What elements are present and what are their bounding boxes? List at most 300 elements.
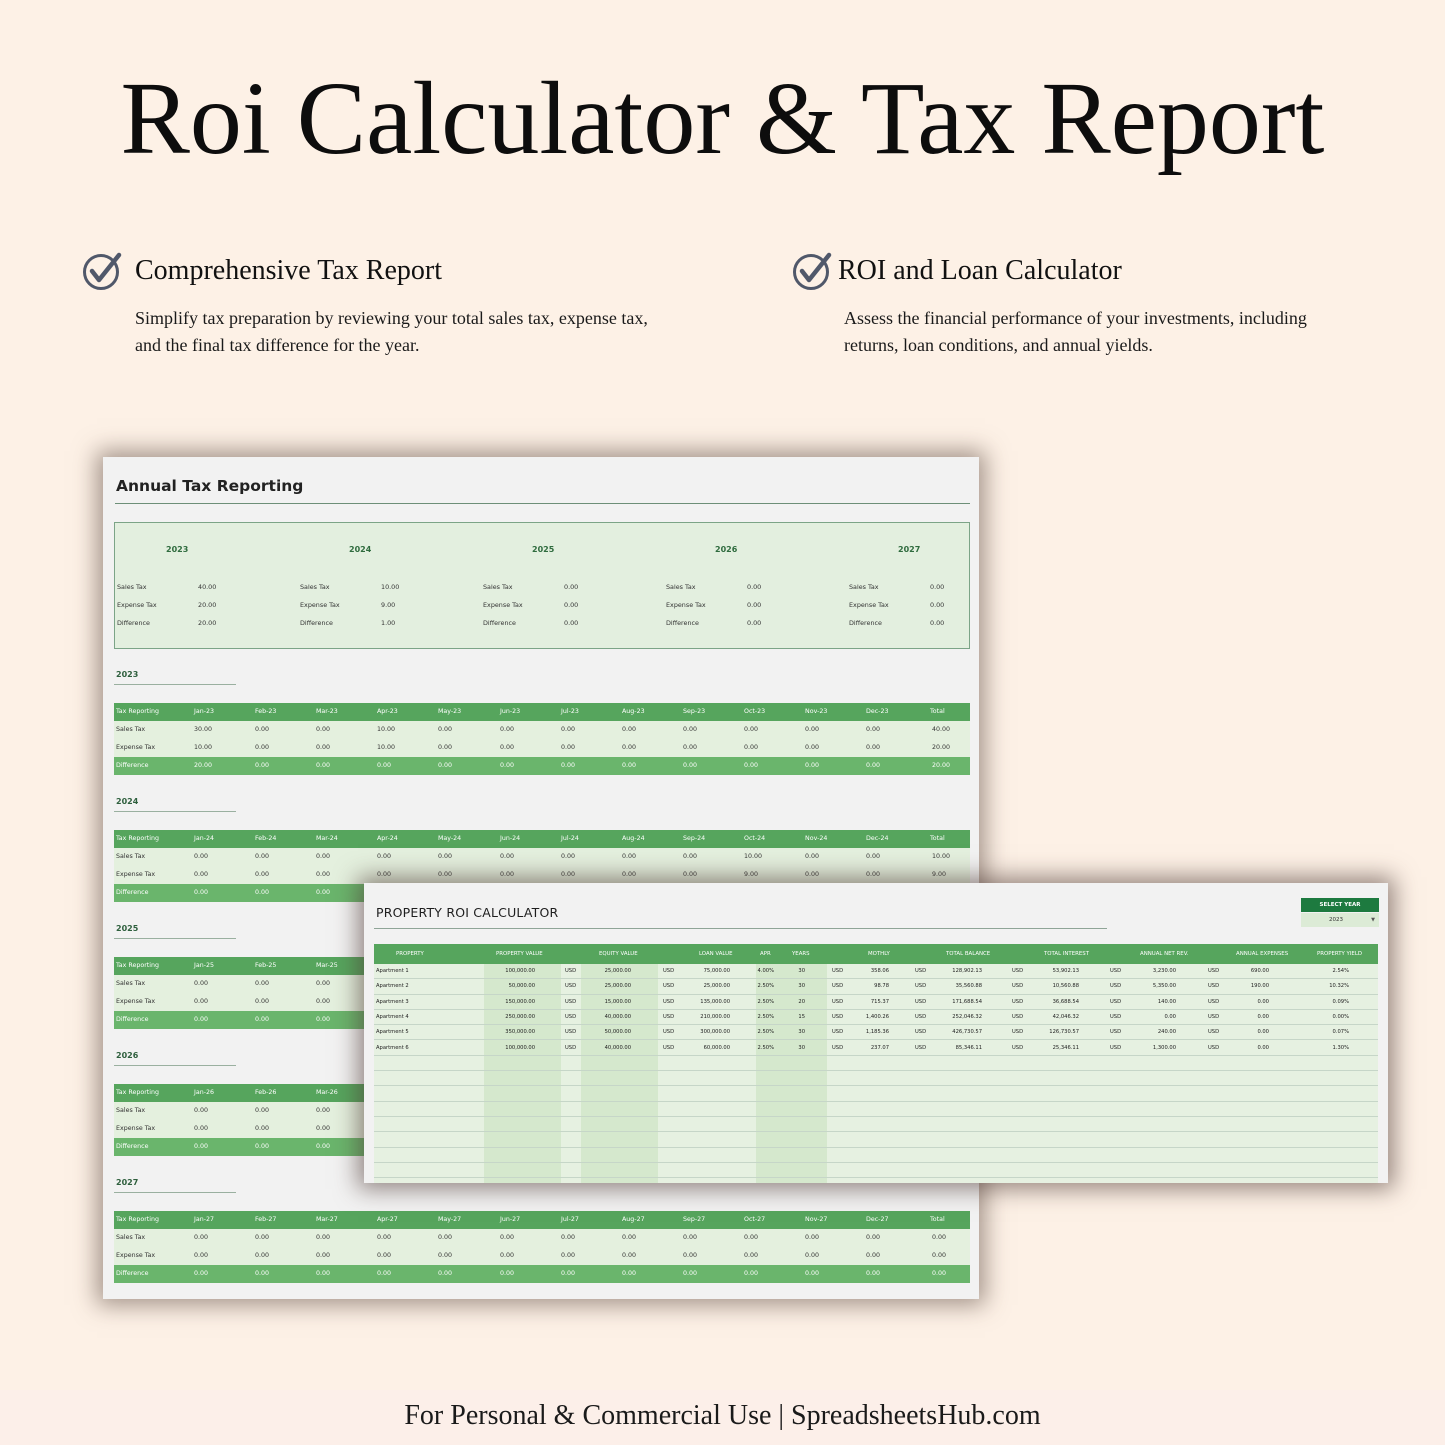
roi-cell-loan: 75,000.00 xyxy=(703,968,730,974)
roi-cell-monthly: 237.07 xyxy=(870,1044,889,1051)
table-row xyxy=(114,721,970,739)
roi-cell-balance-cur: USD xyxy=(915,1029,927,1036)
header-cell: Dec-27 xyxy=(866,1216,889,1223)
select-year-label: SELECT YEAR xyxy=(1301,898,1379,912)
roi-header-cell: MOTHLY xyxy=(868,951,890,957)
table-cell: 10.00 xyxy=(744,853,763,860)
roi-cell-exp: 0.00 xyxy=(1257,998,1269,1005)
header-cell: Mar-24 xyxy=(316,835,338,842)
title-divider xyxy=(115,503,970,504)
roi-cell-property: Apartment 5 xyxy=(376,1029,409,1036)
page-title: Roi Calculator & Tax Report xyxy=(120,61,1325,176)
table-cell: 0.00 xyxy=(805,1270,820,1277)
roi-cell-exp: 0.00 xyxy=(1257,1029,1269,1036)
roi-cell-value: 100,000.00 xyxy=(505,968,535,974)
header-cell: Tax Reporting xyxy=(116,962,160,969)
table-row xyxy=(114,866,970,884)
roi-header-cell: LOAN VALUE xyxy=(699,951,733,957)
year-label: 2027 xyxy=(116,1178,139,1187)
header-cell: May-23 xyxy=(438,708,462,715)
table-cell: 0.00 xyxy=(805,1252,820,1259)
roi-cell-exp-cur: USD xyxy=(1208,1044,1220,1051)
roi-cell-rev-cur: USD xyxy=(1110,1029,1122,1036)
table-cell: 0.00 xyxy=(683,1252,698,1259)
year-underline xyxy=(114,1065,236,1066)
roi-header-cell: TOTAL BALANCE xyxy=(946,951,991,957)
roi-header-cell: TOTAL INTEREST xyxy=(1044,951,1090,957)
table-cell: 0.00 xyxy=(316,998,331,1005)
summary-row-label: Sales Tax xyxy=(483,583,513,591)
roi-cell-monthly-cur: USD xyxy=(832,983,844,990)
roi-cell-rev-cur: USD xyxy=(1110,998,1122,1005)
roi-cell-equity: 25,000.00 xyxy=(604,968,631,974)
table-row xyxy=(114,1247,970,1265)
roi-cell-apr: 2.50% xyxy=(757,998,774,1005)
roi-header-cell: PROPERTY YIELD xyxy=(1317,951,1362,957)
year-underline xyxy=(114,938,236,939)
header-cell: Oct-27 xyxy=(744,1216,766,1223)
roi-cell-exp-cur: USD xyxy=(1208,1029,1220,1036)
table-cell: 9.00 xyxy=(932,871,947,878)
table-cell: 20.00 xyxy=(932,762,951,769)
roi-cell-monthly-cur: USD xyxy=(832,1029,844,1036)
table-cell: 0.00 xyxy=(194,1234,209,1241)
table-cell: 0.00 xyxy=(377,1234,392,1241)
roi-cell-value-cur: USD xyxy=(565,1044,577,1051)
summary-row-value: 40.00 xyxy=(198,583,217,591)
table-cell: 0.00 xyxy=(316,1016,331,1023)
roi-cell-monthly: 715.37 xyxy=(870,998,889,1005)
table-cell: 0.00 xyxy=(500,853,515,860)
summary-year-2027 xyxy=(847,523,979,648)
header-cell: Tax Reporting xyxy=(116,1216,160,1223)
year-label: 2024 xyxy=(116,797,139,806)
table-cell: 0.00 xyxy=(438,726,453,733)
footer-text: For Personal & Commercial Use | SpreadsheetsHub.com xyxy=(404,1400,1041,1431)
feature-title: Comprehensive Tax Report xyxy=(135,255,443,286)
header-cell: Jun-27 xyxy=(500,1216,521,1223)
summary-row-label: Expense Tax xyxy=(849,601,889,609)
header-cell: May-27 xyxy=(438,1216,462,1223)
year-underline xyxy=(114,1192,236,1193)
roi-cell-exp-cur: USD xyxy=(1208,968,1220,974)
header-cell: Aug-23 xyxy=(622,708,645,715)
roi-cell-interest: 126,730.57 xyxy=(1049,1029,1079,1036)
table-cell: 0.00 xyxy=(805,762,820,769)
summary-row-value: 20.00 xyxy=(198,601,217,609)
header-cell: Jan-24 xyxy=(194,835,214,842)
header-cell: Aug-27 xyxy=(622,1216,645,1223)
roi-cell-equity-cur: USD xyxy=(663,1029,675,1036)
table-row xyxy=(374,1117,1378,1132)
header-cell: Apr-23 xyxy=(377,708,398,715)
row-label: Expense Tax xyxy=(116,744,156,751)
roi-cell-value-cur: USD xyxy=(565,998,577,1005)
table-cell: 0.00 xyxy=(377,762,392,769)
header-cell: Nov-23 xyxy=(805,708,828,715)
roi-cell-monthly-cur: USD xyxy=(832,1044,844,1051)
roi-cell-exp: 0.00 xyxy=(1257,1013,1269,1020)
table-cell: 40.00 xyxy=(932,726,951,733)
row-label: Sales Tax xyxy=(116,726,146,733)
roi-cell-interest-cur: USD xyxy=(1012,1013,1024,1020)
header-cell: May-24 xyxy=(438,835,462,842)
table-cell: 0.00 xyxy=(866,1270,881,1277)
table-cell: 0.00 xyxy=(561,853,576,860)
table-cell: 0.00 xyxy=(377,853,392,860)
table-cell: 0.00 xyxy=(561,1234,576,1241)
table-cell: 0.00 xyxy=(866,744,881,751)
summary-row-label: Expense Tax xyxy=(483,601,523,609)
summary-row-label: Expense Tax xyxy=(117,601,157,609)
roi-cell-loan: 25,000.00 xyxy=(703,983,730,990)
table-cell: 0.00 xyxy=(805,1234,820,1241)
table-cell: 0.00 xyxy=(805,744,820,751)
header-cell: Total xyxy=(930,708,945,715)
header-cell: Jan-26 xyxy=(194,1089,214,1096)
table-cell: 20.00 xyxy=(932,744,951,751)
table-cell: 0.00 xyxy=(194,1107,209,1114)
summary-year-2025 xyxy=(481,523,651,648)
feature-description: Assess the financial performance of your investments, including returns, loan conditions, and annual yields. xyxy=(844,308,1307,355)
table-cell: 0.00 xyxy=(561,762,576,769)
table-cell: 0.00 xyxy=(316,1125,331,1132)
table-cell: 0.00 xyxy=(622,762,637,769)
table-cell: 0.00 xyxy=(194,889,209,896)
row-label: Difference xyxy=(116,762,149,769)
summary-row-label: Difference xyxy=(117,619,150,627)
table-cell: 0.00 xyxy=(744,1234,759,1241)
roi-cell-balance: 252,046.32 xyxy=(952,1013,982,1020)
summary-row-value: 0.00 xyxy=(930,619,945,627)
table-cell: 0.00 xyxy=(683,726,698,733)
table-row xyxy=(374,1071,1378,1086)
summary-year-label: 2027 xyxy=(898,545,921,554)
table-row xyxy=(374,1025,1378,1040)
summary-row-label: Difference xyxy=(849,619,882,627)
table-cell: 0.00 xyxy=(255,762,270,769)
summary-year-2026 xyxy=(664,523,834,648)
table-cell: 0.00 xyxy=(255,1107,270,1114)
header-cell: Jun-23 xyxy=(500,708,521,715)
table-cell: 0.00 xyxy=(438,871,453,878)
roi-cell-value-cur: USD xyxy=(565,968,577,974)
table-cell: 0.00 xyxy=(194,853,209,860)
roi-cell-equity: 40,000.00 xyxy=(604,1013,631,1020)
header-cell: Feb-23 xyxy=(255,708,277,715)
table-cell: 0.00 xyxy=(866,1234,881,1241)
roi-cell-balance-cur: USD xyxy=(915,983,927,990)
table-cell: 0.00 xyxy=(744,744,759,751)
roi-cell-years: 15 xyxy=(798,1013,805,1020)
roi-cell-exp: 190.00 xyxy=(1250,983,1269,990)
roi-cell-value-cur: USD xyxy=(565,1029,577,1036)
table-cell: 20.00 xyxy=(194,762,213,769)
table-cell: 0.00 xyxy=(316,762,331,769)
row-label: Difference xyxy=(116,1143,149,1150)
table-cell: 0.00 xyxy=(932,1234,947,1241)
table-cell: 0.00 xyxy=(316,853,331,860)
year-label: 2023 xyxy=(116,670,139,679)
roi-cell-interest-cur: USD xyxy=(1012,1029,1024,1036)
summary-row-value: 0.00 xyxy=(930,583,945,591)
select-year-value[interactable] xyxy=(1301,913,1379,927)
table-cell: 0.00 xyxy=(438,1252,453,1259)
roi-cell-equity: 15,000.00 xyxy=(604,998,631,1005)
table-cell: 0.00 xyxy=(622,1270,637,1277)
header-cell: Jul-24 xyxy=(561,835,579,842)
roi-cell-rev-cur: USD xyxy=(1110,968,1122,974)
table-cell: 9.00 xyxy=(744,871,759,878)
table-cell: 0.00 xyxy=(438,762,453,769)
tax-table-2027 xyxy=(114,1211,970,1283)
select-year-text: 2023 xyxy=(1329,917,1343,923)
table-cell: 0.00 xyxy=(561,1270,576,1277)
row-label: Sales Tax xyxy=(116,980,146,987)
table-cell: 0.00 xyxy=(438,744,453,751)
table-cell: 0.00 xyxy=(255,853,270,860)
roi-cell-balance: 85,346.11 xyxy=(955,1044,982,1051)
table-cell: 0.00 xyxy=(683,853,698,860)
roi-cell-apr: 2.50% xyxy=(757,1029,774,1036)
roi-cell-loan: 300,000.00 xyxy=(700,1029,730,1036)
summary-row-value: 9.00 xyxy=(381,601,396,609)
table-cell: 0.00 xyxy=(622,1252,637,1259)
table-row xyxy=(374,979,1378,994)
roi-cell-exp: 0.00 xyxy=(1257,1044,1269,1051)
roi-cell-interest-cur: USD xyxy=(1012,998,1024,1005)
header-cell: Total xyxy=(930,1216,945,1223)
roi-cell-balance-cur: USD xyxy=(915,998,927,1005)
header-cell: Mar-25 xyxy=(316,962,338,969)
table-cell: 0.00 xyxy=(194,1016,209,1023)
roi-table-body xyxy=(374,964,1378,1183)
table-cell: 0.00 xyxy=(561,1252,576,1259)
roi-cell-interest-cur: USD xyxy=(1012,1044,1024,1051)
table-cell: 10.00 xyxy=(377,744,396,751)
row-label: Expense Tax xyxy=(116,998,156,1005)
header-cell: Jan-27 xyxy=(194,1216,214,1223)
check-circle-icon xyxy=(82,250,124,292)
roi-cell-interest: 25,346.11 xyxy=(1052,1044,1079,1051)
select-year-dropdown[interactable] xyxy=(1301,898,1379,928)
roi-cell-rev: 0.00 xyxy=(1164,1013,1176,1020)
roi-cell-equity-cur: USD xyxy=(663,1044,675,1051)
roi-cell-property: Apartment 2 xyxy=(376,983,409,990)
roi-cell-equity-cur: USD xyxy=(663,968,675,974)
roi-cell-interest: 10,560.88 xyxy=(1052,983,1079,990)
header-cell: Feb-24 xyxy=(255,835,277,842)
summary-row-value: 1.00 xyxy=(381,619,396,627)
table-cell: 0.00 xyxy=(622,744,637,751)
table-row xyxy=(374,1102,1378,1117)
roi-cell-exp: 690.00 xyxy=(1250,968,1269,974)
roi-cell-monthly: 98.78 xyxy=(874,983,889,990)
table-cell: 0.00 xyxy=(255,1234,270,1241)
roi-cell-equity: 25,000.00 xyxy=(604,983,631,990)
year-label: 2025 xyxy=(116,924,139,933)
table-row xyxy=(374,1041,1378,1056)
roi-header-cell: ANNUAL EXPENSES xyxy=(1236,951,1289,957)
roi-cell-exp-cur: USD xyxy=(1208,983,1220,990)
table-cell: 0.00 xyxy=(744,1252,759,1259)
tax-table-2023 xyxy=(114,703,970,775)
footer xyxy=(0,1390,1445,1445)
summary-row-value: 0.00 xyxy=(564,583,579,591)
roi-cell-loan: 135,000.00 xyxy=(700,998,730,1005)
roi-cell-rev-cur: USD xyxy=(1110,1044,1122,1051)
table-cell: 0.00 xyxy=(866,726,881,733)
roi-cell-monthly: 1,185.36 xyxy=(865,1029,889,1036)
header-cell: Mar-26 xyxy=(316,1089,338,1096)
table-cell: 0.00 xyxy=(500,744,515,751)
roi-cell-apr: 2.50% xyxy=(757,1013,774,1020)
roi-cell-balance-cur: USD xyxy=(915,1013,927,1020)
roi-header-cell: PROPERTY VALUE xyxy=(496,951,543,957)
summary-row-label: Expense Tax xyxy=(666,601,706,609)
year-underline xyxy=(114,684,236,685)
summary-row-label: Sales Tax xyxy=(117,583,147,591)
table-cell: 0.00 xyxy=(744,726,759,733)
roi-cell-balance-cur: USD xyxy=(915,968,927,974)
roi-cell-apr: 2.50% xyxy=(757,1044,774,1051)
roi-cell-exp-cur: USD xyxy=(1208,1013,1220,1020)
summary-row-label: Difference xyxy=(483,619,516,627)
header-cell: Dec-23 xyxy=(866,708,889,715)
table-cell: 0.00 xyxy=(622,853,637,860)
table-cell: 0.00 xyxy=(438,1270,453,1277)
table-cell: 0.00 xyxy=(194,1270,209,1277)
roi-cell-years: 30 xyxy=(798,968,805,974)
table-cell: 0.00 xyxy=(194,1252,209,1259)
roi-cell-yield: 10.32% xyxy=(1329,983,1349,990)
roi-cell-property: Apartment 1 xyxy=(376,968,409,974)
table-row xyxy=(374,1056,1378,1071)
table-cell: 0.00 xyxy=(255,1270,270,1277)
roi-cell-monthly: 358.06 xyxy=(870,968,889,974)
table-cell: 0.00 xyxy=(194,871,209,878)
roi-cell-equity: 50,000.00 xyxy=(604,1029,631,1036)
table-cell: 0.00 xyxy=(932,1270,947,1277)
header-cell: Tax Reporting xyxy=(116,708,160,715)
roi-cell-apr: 4.00% xyxy=(757,968,774,974)
table-row xyxy=(374,1132,1378,1147)
table-cell: 0.00 xyxy=(683,871,698,878)
header-cell: Sep-27 xyxy=(683,1216,706,1223)
roi-cell-exp-cur: USD xyxy=(1208,998,1220,1005)
table-cell: 0.00 xyxy=(866,853,881,860)
roi-cell-property: Apartment 4 xyxy=(376,1013,409,1020)
table-cell: 0.00 xyxy=(316,1143,331,1150)
table-row xyxy=(374,1148,1378,1163)
table-cell: 0.00 xyxy=(866,762,881,769)
roi-cell-equity-cur: USD xyxy=(663,983,675,990)
table-cell: 0.00 xyxy=(683,1270,698,1277)
roi-cell-monthly: 1,400.26 xyxy=(865,1013,889,1020)
roi-cell-yield: 1.30% xyxy=(1332,1044,1349,1051)
table-cell: 0.00 xyxy=(316,1252,331,1259)
table-cell: 0.00 xyxy=(622,1234,637,1241)
summary-row-value: 0.00 xyxy=(747,619,762,627)
table-cell: 0.00 xyxy=(683,1234,698,1241)
roi-cell-rev-cur: USD xyxy=(1110,1013,1122,1020)
table-row xyxy=(374,1010,1378,1025)
roi-cell-property: Apartment 6 xyxy=(376,1044,409,1051)
roi-cell-yield: 0.07% xyxy=(1332,1029,1349,1036)
roi-cell-value-cur: USD xyxy=(565,1013,577,1020)
summary-row-value: 0.00 xyxy=(747,583,762,591)
row-label: Difference xyxy=(116,889,149,896)
chevron-down-icon[interactable]: ▼ xyxy=(1371,917,1375,923)
header-cell: Oct-24 xyxy=(744,835,766,842)
table-cell: 0.00 xyxy=(500,1234,515,1241)
year-label: 2026 xyxy=(116,1051,139,1060)
header-cell: Feb-27 xyxy=(255,1216,277,1223)
table-cell: 0.00 xyxy=(866,871,881,878)
header-cell: Jul-23 xyxy=(561,708,579,715)
table-cell: 0.00 xyxy=(255,1016,270,1023)
header-cell: Mar-27 xyxy=(316,1216,338,1223)
row-label: Expense Tax xyxy=(116,1252,156,1259)
table-cell: 0.00 xyxy=(316,744,331,751)
roi-header-cell: YEARS xyxy=(792,951,810,957)
header-cell: Tax Reporting xyxy=(116,835,160,842)
table-cell: 0.00 xyxy=(316,1107,331,1114)
row-label: Difference xyxy=(116,1016,149,1023)
roi-cell-rev-cur: USD xyxy=(1110,983,1122,990)
header-cell: Dec-24 xyxy=(866,835,889,842)
roi-cell-balance: 171,688.54 xyxy=(952,998,982,1005)
summary-year-label: 2023 xyxy=(166,545,189,554)
summary-year-label: 2026 xyxy=(715,545,738,554)
table-cell: 0.00 xyxy=(622,726,637,733)
row-label: Expense Tax xyxy=(116,871,156,878)
table-cell: 10.00 xyxy=(932,853,951,860)
roi-cell-rev: 1,300.00 xyxy=(1152,1044,1176,1051)
header-cell: Jan-25 xyxy=(194,962,214,969)
header-cell: Aug-24 xyxy=(622,835,645,842)
summary-row-label: Sales Tax xyxy=(666,583,696,591)
table-cell: 0.00 xyxy=(194,998,209,1005)
roi-cell-value: 50,000.00 xyxy=(508,983,535,990)
roi-cell-loan: 210,000.00 xyxy=(700,1013,730,1020)
roi-cell-value: 250,000.00 xyxy=(505,1013,535,1020)
table-cell: 0.00 xyxy=(194,980,209,987)
roi-cell-apr: 2.50% xyxy=(757,983,774,990)
check-circle-icon xyxy=(792,250,834,292)
table-cell: 0.00 xyxy=(377,871,392,878)
summary-row-label: Sales Tax xyxy=(300,583,330,591)
table-cell: 0.00 xyxy=(683,762,698,769)
roi-cell-rev: 240.00 xyxy=(1157,1029,1176,1036)
roi-cell-interest: 53,902.13 xyxy=(1052,968,1079,974)
header-cell: Total xyxy=(930,835,945,842)
header-cell: Jun-24 xyxy=(500,835,521,842)
header-cell: Nov-24 xyxy=(805,835,828,842)
header-cell: Feb-26 xyxy=(255,1089,277,1096)
summary-row-value: 10.00 xyxy=(381,583,400,591)
row-label: Sales Tax xyxy=(116,853,146,860)
roi-header-cell: ANNUAL NET REV. xyxy=(1140,951,1189,957)
year-underline xyxy=(114,811,236,812)
roi-cell-yield: 2.54% xyxy=(1332,968,1349,974)
roi-cell-interest: 36,688.54 xyxy=(1052,998,1079,1005)
title-divider xyxy=(374,928,1107,929)
table-cell: 0.00 xyxy=(377,1252,392,1259)
table-cell: 0.00 xyxy=(255,744,270,751)
table-cell: 0.00 xyxy=(866,1252,881,1259)
table-cell: 10.00 xyxy=(377,726,396,733)
